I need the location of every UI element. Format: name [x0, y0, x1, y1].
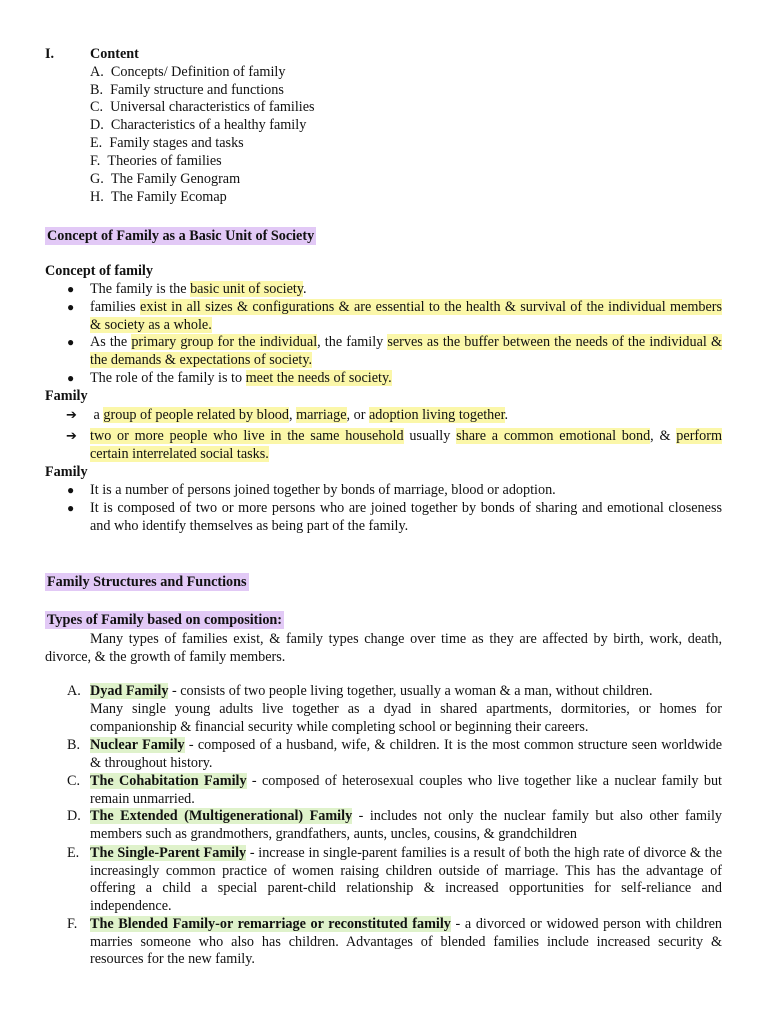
bullet-icon: ●: [67, 371, 75, 385]
bullet-icon: ●: [67, 300, 75, 314]
family-type-item: Nuclear Family - composed of a husband, wife, & children. It is the most common structure seen worldwide & throughout history.: [90, 737, 722, 771]
list-letter: D.: [67, 808, 81, 824]
family-type-item: Dyad Family - consists of two people living together, usually a woman & a man, without children.: [90, 683, 653, 699]
arrow-item: a group of people related by blood, marriage, or adoption living together.: [93, 407, 509, 423]
bullet-item: families exist in all sizes & configurations & are essential to the health & survival of the individual members & society as a whole.: [90, 299, 723, 333]
outline-item: B. Family structure and functions: [90, 82, 284, 98]
arrow-right-icon: ➔: [66, 429, 77, 444]
bullet-item: As the primary group for the individual, the family serves as the buffer between the needs of the individual & the demands & expectations of society.: [90, 334, 722, 368]
arrow-item: two or more people who live in the same household usually share a common emotional bond, & perform certain interrelated social tasks.: [90, 428, 722, 462]
list-letter: E.: [67, 845, 80, 861]
bullet-item: The family is the basic unit of society.: [90, 281, 307, 297]
family-type-item: The Blended Family-or remarriage or reconstituted family - a divorced or widowed person with children marries someone who also has children. Advantages of blended families include increased security & resources for the new family.: [90, 916, 722, 968]
outline-item: D. Characteristics of a healthy family: [90, 117, 307, 133]
family-type-item: The Single-Parent Family - increase in single-parent families is a result of both the high rate of divorce & the increasingly common practice of women raising children outside of marriage. This has the advantage of offering a child a special parent-child relationship & increased opportunities for self-reliance and independence.: [90, 845, 723, 914]
family-label: Family: [45, 464, 88, 480]
list-letter: B.: [67, 737, 81, 753]
section-heading-concept: Concept of Family as a Basic Unit of Society: [47, 228, 315, 244]
family-label: Family: [45, 388, 88, 404]
bullet-icon: ●: [67, 501, 75, 515]
outline-item: H. The Family Ecomap: [90, 189, 227, 205]
intro-paragraph: Many types of families exist, & family types change over time as they are affected by birth, work, death, divorce, & the growth of family members.: [45, 631, 722, 665]
outline-item: G. The Family Genogram: [90, 171, 241, 187]
arrow-right-icon: ➔: [66, 408, 77, 423]
bullet-icon: ●: [67, 335, 75, 349]
section-heading-structures: Family Structures and Functions: [47, 574, 247, 590]
bullet-item: The role of the family is to meet the needs of society.: [90, 370, 392, 386]
bullet-icon: ●: [67, 282, 75, 296]
outline-numeral: I.: [45, 46, 55, 62]
outline-heading: Content: [90, 46, 139, 62]
bullet-item: It is a number of persons joined together by bonds of marriage, blood or adoption.: [90, 482, 556, 498]
outline-item: C. Universal characteristics of families: [90, 99, 315, 115]
family-type-item: The Cohabitation Family - composed of heterosexual couples who live together like a nuclear family but remain unmarried.: [90, 773, 722, 807]
list-letter: F.: [67, 916, 78, 932]
list-letter: A.: [67, 683, 81, 699]
list-letter: C.: [67, 773, 81, 789]
outline-item: A. Concepts/ Definition of family: [90, 64, 286, 80]
family-type-note: Many single young adults live together as a dyad in shared apartments, dormitories, or homes for companionship & financial security while completing school or beginning their careers.: [90, 701, 722, 735]
family-type-item: The Extended (Multigenerational) Family - includes not only the nuclear family but also other family members such as grandmothers, grandfathers, aunts, uncles, cousins, & grandchildren: [90, 808, 723, 842]
bullet-icon: ●: [67, 483, 75, 497]
outline-item: E. Family stages and tasks: [90, 135, 244, 151]
subheading-concept-of-family: Concept of family: [45, 263, 153, 279]
bullet-item: It is composed of two or more persons who are joined together by bonds of sharing and emotional closeness and who identify themselves as being part of the family.: [90, 500, 722, 534]
subheading-types-of-family: Types of Family based on composition:: [47, 612, 283, 628]
outline-item: F. Theories of families: [90, 153, 222, 169]
